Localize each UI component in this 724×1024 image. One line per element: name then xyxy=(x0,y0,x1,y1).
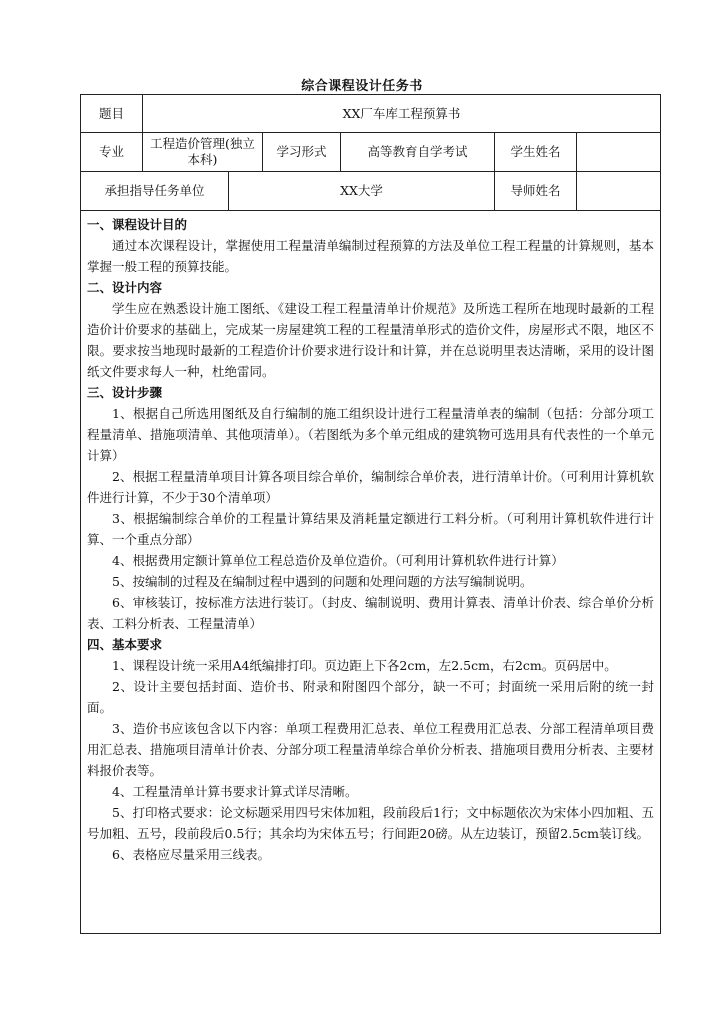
unit-value: XX大学 xyxy=(229,172,495,210)
section-heading-requirements: 四、基本要求 xyxy=(87,637,163,652)
unit-row xyxy=(81,172,660,211)
step-item-5: 5、按编制的过程及在编制过程中遇到的问题和处理问题的方法写编制说明。 xyxy=(112,574,533,589)
requirement-item-6: 6、表格应尽量采用三线表。 xyxy=(112,847,270,862)
study-form-value: 高等教育自学考试 xyxy=(341,133,495,171)
advisor-value xyxy=(577,172,660,210)
step-item-6: 6、审核装订，按标准方法进行装订。（封皮、编制说明、费用计算表、清单计价表、综合单价分析表、工料分析表、工程量清单） xyxy=(87,595,654,631)
major-value: 工程造价管理(独立本科) xyxy=(143,133,263,171)
document-title: 综合课程设计任务书 xyxy=(301,79,423,94)
content-paragraph: 学生应在熟悉设计施工图纸、《建设工程工程量清单计价规范》及所选工程所在地现时最新的工程造价计价要求的基础上，完成某一房屋建筑工程的工程量清单形式的造价文件，房屋形式不限，地区不限。要求按当地现时最新的工程造价计价要求进行设计和计算，并在总说明里表达清晰，采用的设计图纸文件要求每人一种，杜绝雷同。 xyxy=(87,301,654,379)
step-item-1: 1、根据自己所选用图纸及自行编制的施工组织设计进行工程量清单表的编制（包括：分部分项工程量清单、措施项清单、其他项清单）。（若图纸为多个单元组成的建筑物可选用具有代表性的一个单元计算） xyxy=(87,406,654,463)
section-heading-content: 二、设计内容 xyxy=(87,280,163,295)
topic-value: XX厂车库工程预算书 xyxy=(342,105,461,121)
requirement-item-5: 5、打印格式要求：论文标题采用四号宋体加粗，段前段后1行；文中标题依次为宋体小四加粗、五号加粗、五号，段前段后0.5行；其余均为宋体五号；行间距20磅。从左边装订，预留2.5cm装订线。 xyxy=(87,805,654,841)
major-label: 专业 xyxy=(81,133,143,171)
requirement-item-1: 1、课程设计统一采用A4纸编排打印。页边距上下各2cm，左2.5cm，右2cm。页码居中。 xyxy=(112,658,617,673)
student-name-label: 学生姓名 xyxy=(495,133,577,171)
advisor-label: 导师姓名 xyxy=(495,172,577,210)
section-heading-steps: 三、设计步骤 xyxy=(87,385,163,400)
step-item-4: 4、根据费用定额计算单位工程总造价及单位造价。（可利用计算机软件进行计算） xyxy=(112,553,564,568)
topic-label: 题目 xyxy=(81,95,143,132)
section-heading-purpose: 一、课程设计目的 xyxy=(87,217,188,232)
purpose-paragraph: 通过本次课程设计，掌握使用工程量清单编制过程预算的方法及单位工程工程量的计算规则，基本掌握一般工程的预算技能。 xyxy=(87,238,654,274)
requirement-item-4: 4、工程量清单计算书要求计算式详尽清晰。 xyxy=(112,784,358,799)
requirement-item-2: 2、设计主要包括封面、造价书、附录和附图四个部分，缺一不可；封面统一采用后附的统一封面。 xyxy=(87,679,654,715)
requirement-item-3: 3、造价书应该包含以下内容：单项工程费用汇总表、单位工程费用汇总表、分部工程清单项目费用汇总表、措施项目清单计价表、分部分项工程量清单综合单价分析表、措施项目费用分析表、主要材料报价表等。 xyxy=(87,721,654,778)
unit-label: 承担指导任务单位 xyxy=(81,172,229,210)
step-item-2: 2、根据工程量清单项目计算各项目综合单价，编制综合单价表，进行清单计价。（可利用计算机软件进行计算，不少于30个清单项） xyxy=(87,469,654,505)
task-table xyxy=(80,94,661,934)
study-form-label: 学习形式 xyxy=(263,133,341,171)
major-row xyxy=(81,133,660,172)
step-item-3: 3、根据编制综合单价的工程量计算结果及消耗量定额进行工料分析。（可利用计算机软件进行计算、一个重点分部） xyxy=(87,511,654,547)
student-name-value xyxy=(577,133,660,171)
topic-row xyxy=(81,95,660,133)
content-body xyxy=(81,211,660,865)
